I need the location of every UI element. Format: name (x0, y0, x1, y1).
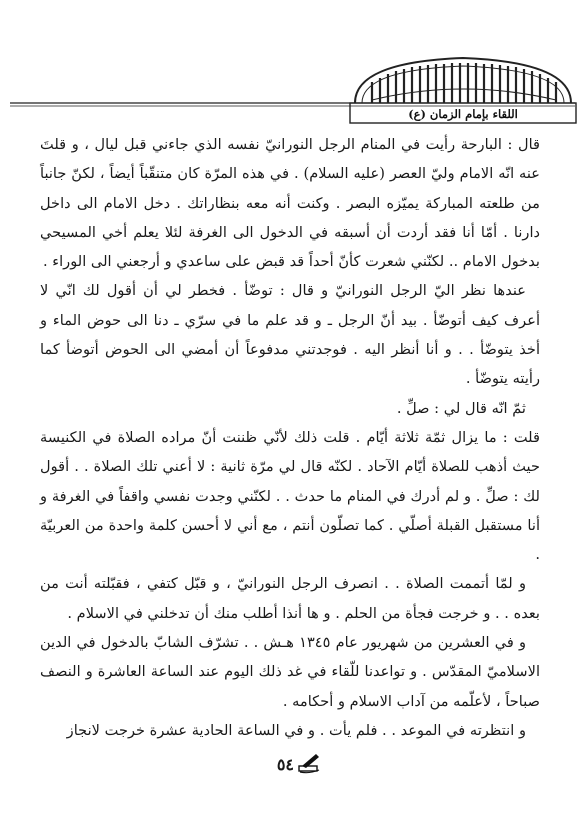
page-header (0, 0, 579, 125)
paragraph-2: عندها نظر اليّ الرجل النورانيّ و قال : توضّأ . فخطر لي أن أقول لك انّي لا أعرف كيف أتوضّأ . بيد أنّ الرجل ـ و قد علم ما في سرّي ـ دنا الى حوض الماء و أخذ يتوضّأ . . و أنا أنظر اليه . فوجدتني مدفوعاً أن أمضي الى الحوض أتوضأ كما رأيته يتوضّأ . (40, 282, 540, 388)
paragraph-5: و لمّا أتممت الصلاة . . انصرف الرجل النورانيّ ، و قبّل كتفي ، فقبّلته أنت من بعده . . و خرجت فجأة من الحلم . و ها أنذا أطلب منك أن تدخلني في الاسلام . (40, 575, 540, 622)
quill-icon (296, 752, 322, 778)
paragraph-6: و في العشرين من شهريور عام ١٣٤٥ هـش . . تشرّف الشابّ بالدخول في الدين الاسلاميّ المقدّس . و تواعدنا للّقاء في غد ذلك اليوم عند الساعة العاشرة و النصف صباحاً ، لأعلّمه من آداب الاسلام و أحكامه . (40, 634, 540, 710)
running-header-title: اللقاء بإمام الزمان (ع) (408, 107, 518, 121)
paragraph-7: و انتظرته في الموعد . . فلم يأت . و في الساعة الحادية عشرة خرجت لانجاز (66, 721, 526, 739)
page-body (40, 130, 540, 745)
paragraph-1: قال : البارحة رأيت في المنام الرجل النورانيّ نفسه الذي جاءني قبل ليال ، و قلتَ عنه انّه الامام وليّ العصر (عليه السلام) . في هذه المرّة كان متنقّباً أيضاً ، لكنّ جانباً من طلعته المباركة يميّزه البصر . وكنت أنه معه بنظاراتك . دخل الامام الى داخل دارنا . أمّا أنا فقد أردت أن أسبقه في الدخول الى الغرفة لئلا يعلم أخي المسيحي بدخول الامام .. لكنّني شعرت كأنّ أحداً قد قبض على ساعدي و أرجعني الى الوراء . (40, 136, 540, 271)
page-footer (0, 752, 579, 782)
page-number: ٥٤ (276, 755, 294, 774)
paragraph-4: قلت : ما يزال ثمّة ثلاثة أيّام . قلت ذلك لأنّي ظننت أنّ مراده الصلاة في الكنيسة حيث أذهب للصلاة أيّام الآحاد . لكنّه قال لي مرّة ثانية : لا أعني تلك الصلاة . . أقول لك : صلِّ . و لم أدرك في المنام ما حدث . . لكنّني وجدت نفسي واقفاً في الغرفة و أنا مستقبل القبلة أصلّي . كما تصلّون أنتم ، مع أني لا أحسن كلمة واحدة من العربيّة . (40, 428, 540, 564)
paragraph-3: ثمّ انّه قال لي : صلِّ . (396, 399, 526, 417)
